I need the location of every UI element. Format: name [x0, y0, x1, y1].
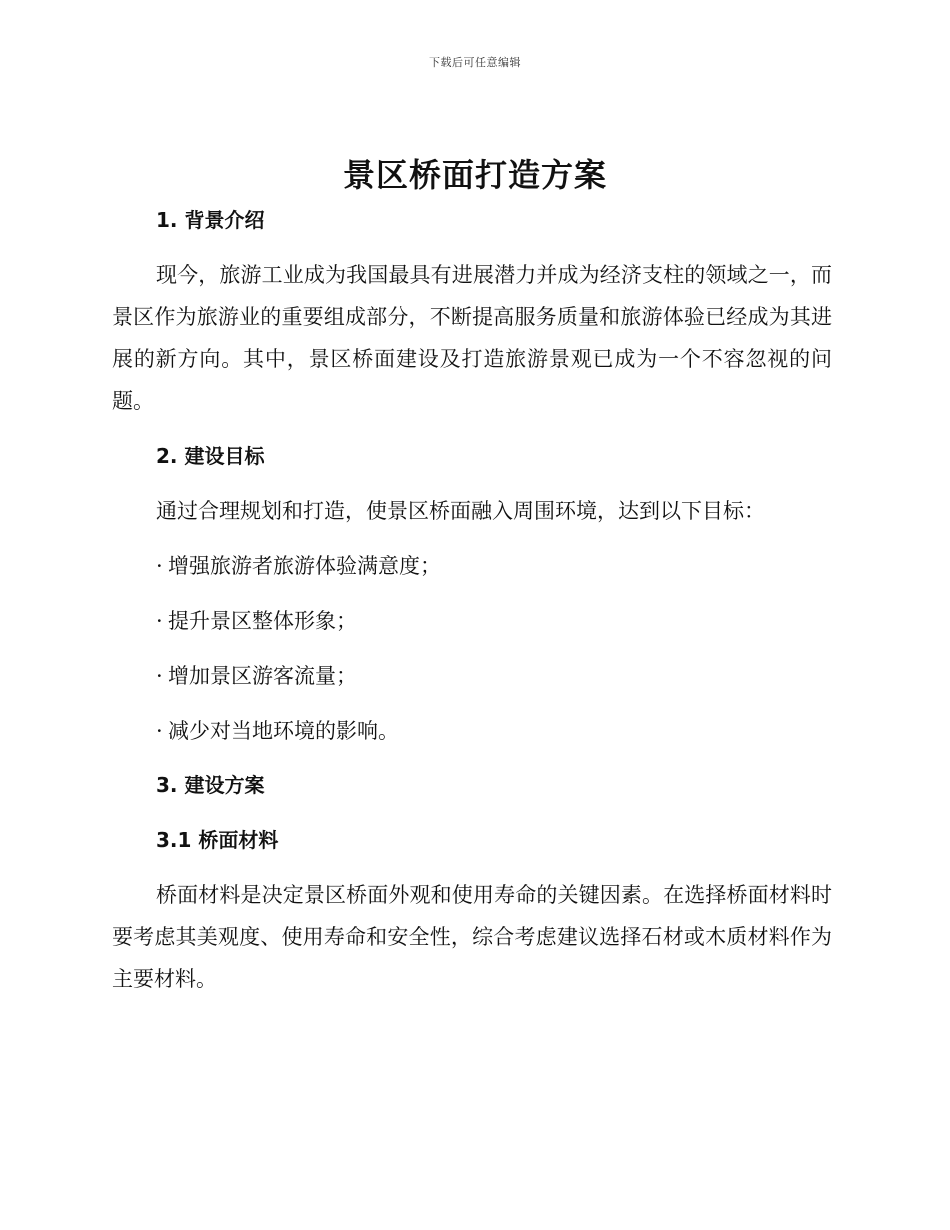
goal-item-text: 增强旅游者旅游体验满意度； — [168, 554, 441, 578]
bullet-dot-icon: · — [156, 719, 163, 743]
page-header-note: 下载后可任意编辑 — [429, 56, 521, 69]
goal-item-text: 提升景区整体形象； — [168, 609, 357, 633]
goal-item-3 — [156, 661, 357, 691]
goals-intro: 通过合理规划和打造，使景区桥面融入周围环境，达到以下目标： — [156, 499, 765, 523]
goal-item-text: 增加景区游客流量； — [168, 664, 357, 688]
goal-item-text: 减少对当地环境的影响。 — [168, 719, 399, 743]
section-heading-background: 1. 背景介绍 — [156, 208, 265, 232]
subsection-paragraph-materials: 桥面材料是决定景区桥面外观和使用寿命的关键因素。在选择桥面材料时要考虑其美观度、使用寿命和安全性，综合考虑建议选择石材或木质材料作为主要材料。 — [112, 883, 832, 991]
document-title: 景区桥面打造方案 — [342, 156, 607, 194]
subsection-heading-materials: 3.1 桥面材料 — [156, 828, 279, 852]
bullet-dot-icon: · — [156, 664, 163, 688]
section-heading-goals: 2. 建设目标 — [156, 444, 265, 468]
bullet-dot-icon: · — [156, 554, 163, 578]
section-paragraph-background: 现今，旅游工业成为我国最具有进展潜力并成为经济支柱的领域之一，而景区作为旅游业的重要组成部分，不断提高服务质量和旅游体验已经成为其进展的新方向。其中，景区桥面建设及打造旅游景观已成为一个不容忽视的问题。 — [112, 263, 832, 413]
goal-item-2 — [156, 606, 357, 636]
section-heading-plan: 3. 建设方案 — [156, 773, 265, 797]
goal-item-1 — [156, 551, 441, 581]
goal-item-4 — [156, 716, 399, 746]
bullet-dot-icon: · — [156, 609, 163, 633]
